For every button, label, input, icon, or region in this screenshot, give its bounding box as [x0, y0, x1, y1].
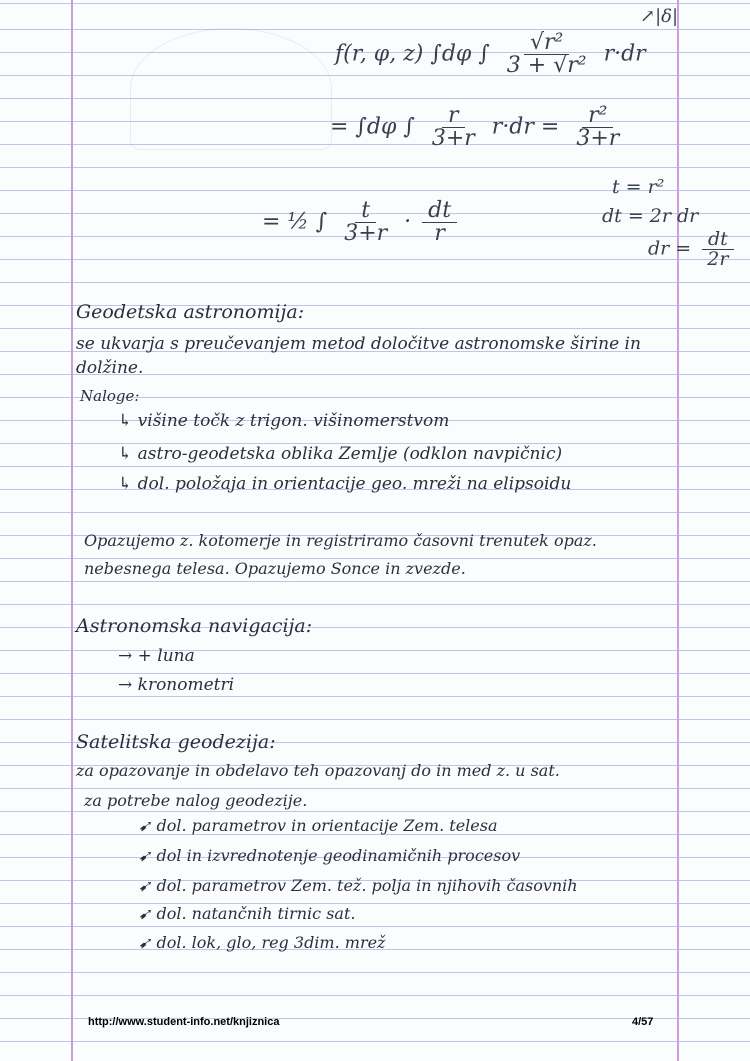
math-fraction [422, 200, 457, 245]
note-line: Opazujemo z. kotomerje in registriramo časovni trenutek opaz. [84, 531, 597, 550]
sat-item: ➹ dol. parametrov Zem. tež. polja in njihovih časovnih [138, 876, 578, 895]
footer-url[interactable]: http://www.student-info.net/knjiznica [88, 1016, 280, 1028]
sat-item: ➹ dol. parametrov in orientacije Zem. telesa [138, 816, 498, 835]
math-line-3 [262, 200, 461, 245]
math-numerator: r [442, 105, 465, 128]
math-integral: = ∫dφ ∫ [330, 114, 415, 140]
sat-item: ➹ dol. natančnih tirnic sat. [138, 904, 356, 923]
math-equals: = [540, 114, 560, 140]
math-lhs: dr = [648, 237, 692, 260]
heading-satellite-geodesy: Satelitska geodezija: [76, 731, 276, 753]
math-line-2 [330, 105, 629, 150]
sat-item: ➹ dol in izvrednotenje geodinamičnih procesov [138, 846, 521, 865]
task-item: ↳ astro-geodetska oblika Zemlje (odklon navpičnic) [118, 444, 563, 464]
math-corner-note: ↗|δ| [640, 6, 679, 27]
math-numerator: r² [582, 105, 613, 128]
math-fraction [338, 200, 393, 245]
footer-page-number: 4/57 [632, 1016, 654, 1028]
nav-item: → kronometri [118, 675, 235, 695]
sat-item: ➹ dol. lok, glo, reg 3dim. mrež [138, 933, 386, 952]
math-denominator: 2r [707, 248, 729, 270]
math-fraction [501, 32, 593, 77]
math-denominator: 3+r [576, 126, 620, 151]
math-substitution-1: t = r² [612, 176, 665, 198]
math-numerator: dt [702, 230, 734, 250]
bleed-through-sketch [130, 28, 332, 150]
note-line: nebesnega telesa. Opazujemo Sonce in zvezde. [84, 559, 466, 578]
nav-item: → + luna [118, 646, 195, 666]
math-numerator: dt [422, 200, 457, 223]
math-fraction [701, 230, 734, 269]
math-integral: = ½ ∫ [262, 209, 328, 235]
math-lhs: f(r, φ, z) [335, 41, 424, 67]
task-item: ↳ višine točk z trigon. višinomerstvom [118, 411, 450, 431]
left-margin-line [71, 0, 73, 1061]
task-item: ↳ dol. položaja in orientacije geo. mreži na elipsoidu [118, 474, 572, 494]
math-numerator: t [355, 200, 376, 223]
math-denominator: r [434, 221, 445, 246]
note-line: za opazovanje in obdelavo teh opazovanj do in med z. u sat. [76, 761, 560, 780]
tasks-label: Naloge: [80, 387, 140, 405]
right-margin-line [677, 0, 679, 1061]
note-line: dolžine. [76, 358, 144, 378]
math-denominator: 3 + √r² [506, 53, 587, 78]
math-dot: · [404, 209, 412, 235]
math-fraction [426, 105, 481, 150]
math-line-1 [335, 32, 646, 77]
math-numerator: √r² [524, 32, 569, 55]
math-denominator: 3+r [431, 126, 475, 151]
note-line: za potrebe nalog geodezije. [84, 791, 308, 810]
note-line: se ukvarja s preučevanjem metod določitve astronomske širine in [76, 334, 641, 354]
heading-geodetic-astronomy: Geodetska astronomija: [76, 301, 305, 323]
math-substitution-2: dt = 2r dr [602, 205, 699, 227]
math-denominator: 3+r [344, 221, 388, 246]
math-tail: r·dr [603, 41, 646, 67]
math-substitution-3 [648, 230, 738, 269]
heading-astronomical-navigation: Astronomska navigacija: [76, 615, 313, 637]
math-integral: ∫dφ ∫ [430, 41, 490, 67]
math-result-fraction [570, 105, 625, 150]
math-tail: r·dr [491, 114, 534, 140]
